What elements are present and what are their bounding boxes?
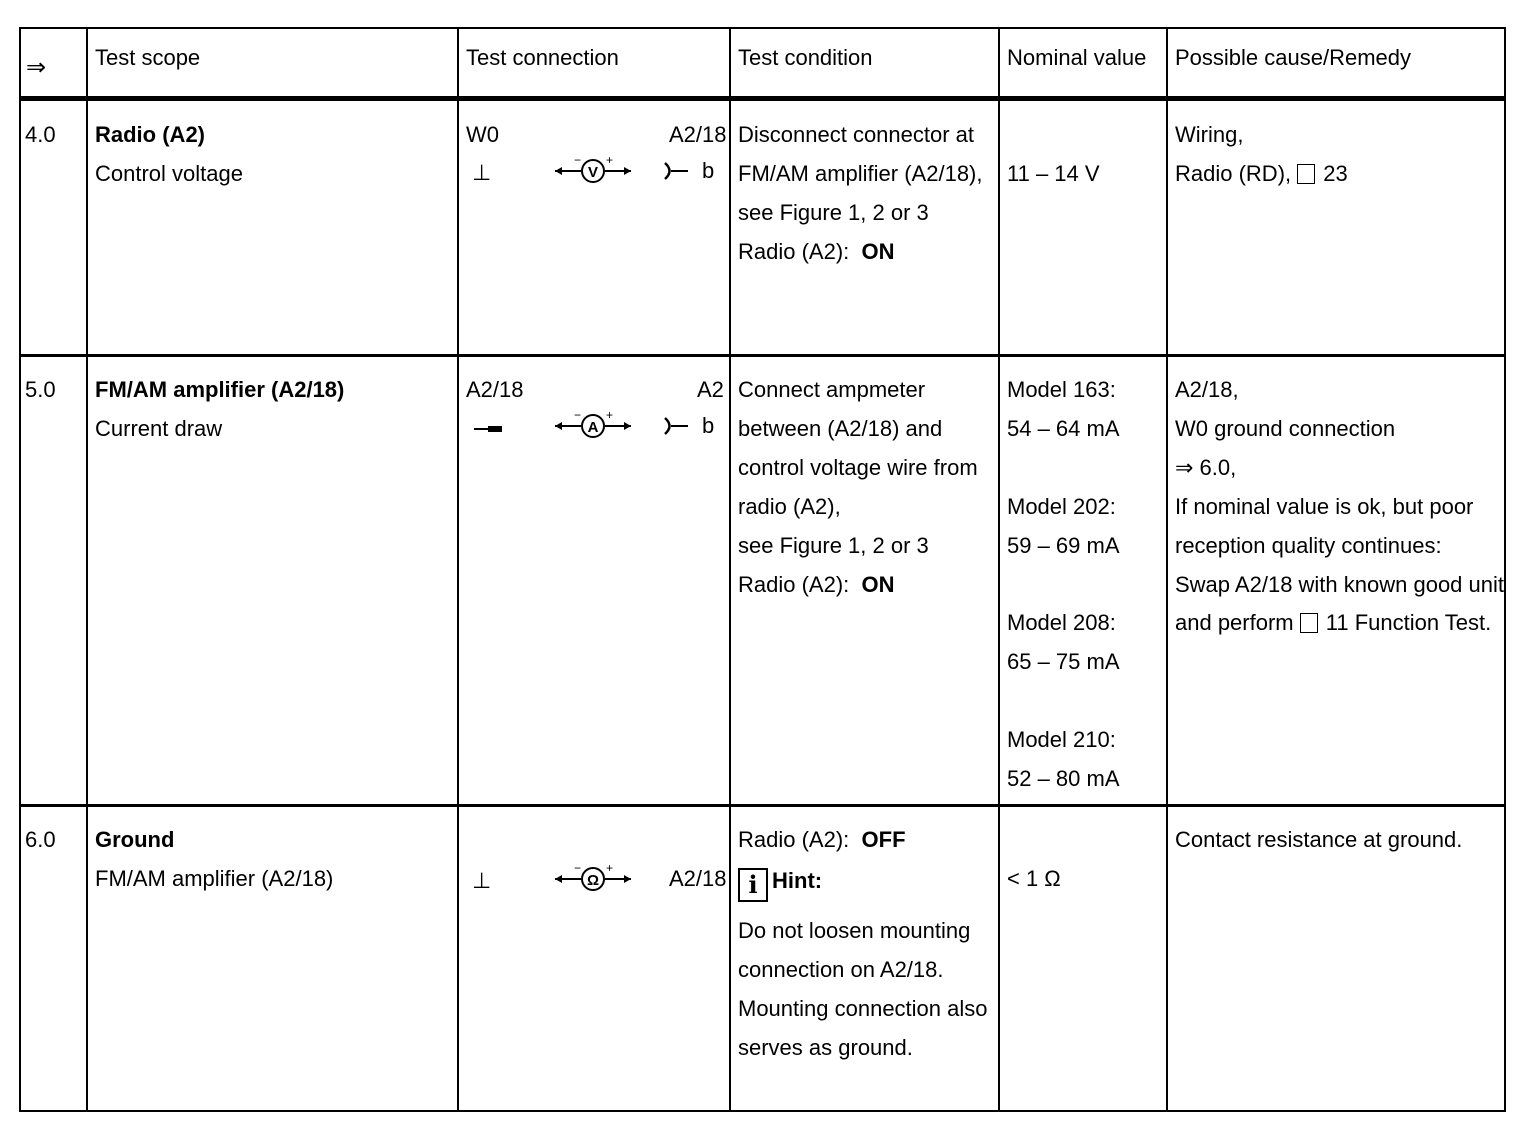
table-border-top — [19, 27, 1506, 29]
cause-line: reception quality continues: — [1175, 533, 1442, 558]
hint-label: Hint: — [772, 868, 823, 893]
cause-perform-reference: 11 Function Test. — [1325, 610, 1492, 635]
condition-line: Disconnect connector at — [738, 122, 975, 147]
connector-pin-label: b — [702, 413, 715, 438]
nominal-value: 52 – 80 mA — [1007, 766, 1120, 791]
cause-line: W0 ground connection — [1175, 416, 1396, 441]
condition-line: Do not loosen mounting — [738, 918, 971, 943]
column-divider — [457, 27, 459, 1112]
condition-radio-state — [738, 565, 895, 604]
voltmeter-icon — [553, 156, 633, 186]
header-possible-cause: Possible cause/Remedy — [1175, 45, 1412, 70]
nominal-value: 59 – 69 mA — [1007, 533, 1120, 558]
meter-symbol: Ω — [586, 872, 600, 889]
header-nominal-value: Nominal value — [1007, 45, 1147, 70]
column-divider — [998, 27, 1000, 1112]
condition-radio-label: Radio (A2): — [738, 827, 850, 852]
scope-subtitle: Control voltage — [95, 161, 243, 186]
scope-title: Ground — [95, 827, 175, 852]
nominal-model: Model 210: — [1007, 727, 1116, 752]
header-test-scope: Test scope — [95, 45, 201, 70]
ground-symbol: ⊥ — [472, 160, 492, 185]
svg-text:+: + — [606, 411, 614, 422]
cause-line: Contact resistance at ground. — [1175, 827, 1463, 852]
svg-text:−: − — [574, 156, 582, 167]
condition-radio-state — [738, 820, 906, 859]
column-divider — [729, 27, 731, 1112]
meter-symbol: A — [587, 419, 599, 436]
row-divider — [19, 804, 1506, 807]
connector-symbol-icon — [662, 156, 690, 186]
nominal-model: Model 202: — [1007, 494, 1116, 519]
connection-left-label: A2/18 — [466, 377, 524, 402]
connection-right-label: A2 — [697, 377, 724, 402]
condition-line: Mounting connection also — [738, 996, 988, 1021]
scope-title: Radio (A2) — [95, 122, 205, 147]
condition-line: Connect ampmeter — [738, 377, 926, 402]
column-divider — [19, 27, 21, 1112]
plug-symbol-icon — [472, 413, 506, 443]
condition-line: see Figure 1, 2 or 3 — [738, 200, 929, 225]
condition-line: FM/AM amplifier (A2/18), — [738, 161, 983, 186]
step-number: 4.0 — [25, 122, 56, 147]
reference-box-icon — [1297, 164, 1315, 184]
cause-line: A2/18, — [1175, 377, 1239, 402]
cause-link[interactable]: ⇒ 6.0, — [1175, 455, 1237, 480]
column-divider — [1166, 27, 1168, 1112]
cause-line: Swap A2/18 with known good unit — [1175, 572, 1505, 597]
cause-radio-line — [1175, 154, 1348, 193]
step-number: 6.0 — [25, 827, 56, 852]
ammeter-icon — [553, 411, 633, 441]
condition-line: see Figure 1, 2 or 3 — [738, 533, 929, 558]
connection-right-label: A2/18 — [669, 122, 727, 147]
condition-state: OFF — [861, 827, 906, 852]
scope-subtitle: FM/AM amplifier (A2/18) — [95, 866, 334, 891]
column-divider — [86, 27, 88, 1112]
connection-right-label: A2/18 — [669, 866, 727, 891]
condition-radio-label: Radio (A2): — [738, 239, 850, 264]
condition-line: connection on A2/18. — [738, 957, 944, 982]
cause-radio-label: Radio (RD), — [1175, 161, 1292, 186]
header-arrow: ⇒ — [26, 54, 47, 81]
svg-text:−: − — [574, 411, 582, 422]
svg-text:−: − — [574, 864, 582, 875]
connection-left-label: W0 — [466, 122, 499, 147]
ohmmeter-icon — [553, 864, 633, 894]
condition-radio-state — [738, 232, 895, 271]
cause-reference: 23 — [1323, 161, 1348, 186]
meter-symbol: V — [587, 164, 599, 181]
hint-line — [738, 861, 822, 902]
nominal-value: 54 – 64 mA — [1007, 416, 1120, 441]
nominal-model: Model 208: — [1007, 610, 1116, 635]
reference-box-icon — [1300, 613, 1318, 633]
condition-state: ON — [861, 239, 895, 264]
header-test-condition: Test condition — [738, 45, 873, 70]
step-number: 5.0 — [25, 377, 56, 402]
nominal-model: Model 163: — [1007, 377, 1116, 402]
column-divider — [1504, 27, 1506, 1112]
scope-subtitle: Current draw — [95, 416, 223, 441]
nominal-value: < 1 Ω — [1007, 866, 1061, 891]
scope-title: FM/AM amplifier (A2/18) — [95, 377, 345, 402]
svg-text:+: + — [606, 156, 614, 167]
cause-perform-line — [1175, 603, 1491, 642]
table-border-bottom — [19, 1110, 1506, 1112]
condition-state: ON — [861, 572, 895, 597]
svg-text:+: + — [606, 864, 614, 875]
row-divider — [19, 354, 1506, 357]
cause-line: Wiring, — [1175, 122, 1244, 147]
condition-line: radio (A2), — [738, 494, 841, 519]
cause-perform-label: and perform — [1175, 610, 1294, 635]
condition-line: between (A2/18) and — [738, 416, 943, 441]
header-test-connection: Test connection — [466, 45, 619, 70]
connector-symbol-icon — [662, 411, 690, 441]
nominal-value: 11 – 14 V — [1007, 161, 1100, 186]
connector-pin-label: b — [702, 158, 715, 183]
condition-line: control voltage wire from — [738, 455, 978, 480]
info-icon: i — [738, 868, 768, 902]
cause-line: If nominal value is ok, but poor — [1175, 494, 1474, 519]
condition-line: serves as ground. — [738, 1035, 913, 1060]
condition-radio-label: Radio (A2): — [738, 572, 850, 597]
header-divider — [19, 96, 1506, 101]
nominal-value: 65 – 75 mA — [1007, 649, 1120, 674]
ground-symbol: ⊥ — [472, 868, 492, 893]
